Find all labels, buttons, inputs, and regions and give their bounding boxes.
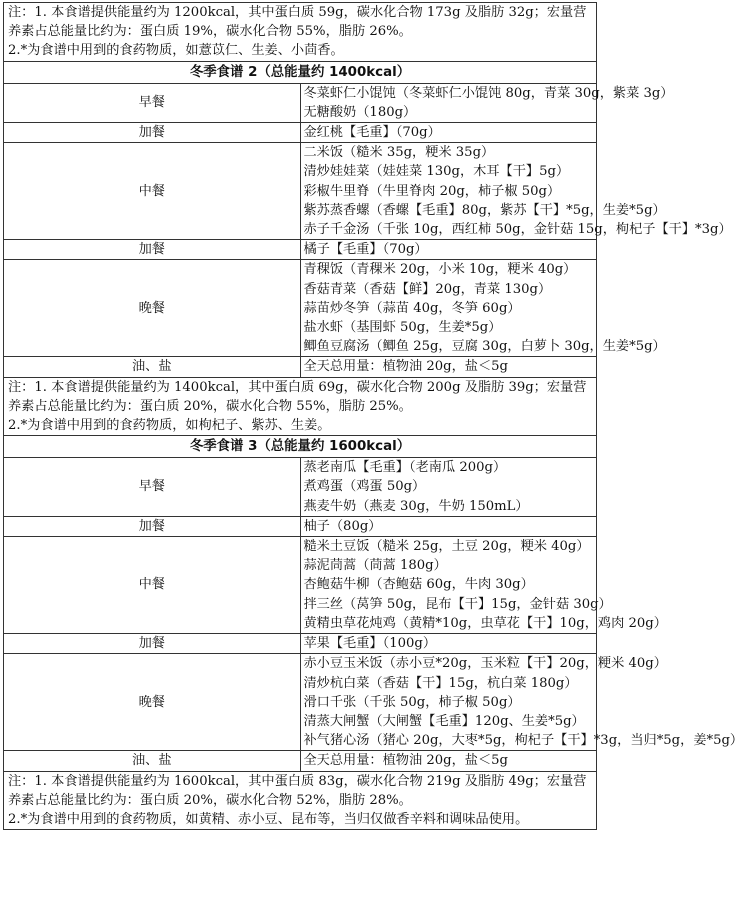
dish-line: 金红桃【毛重】（70g） <box>303 125 441 141</box>
meal-content <box>300 458 597 517</box>
meal-content <box>300 634 597 654</box>
meal-row <box>4 634 597 654</box>
dish-line: 煮鸡蛋（鸡蛋 50g） <box>303 479 426 495</box>
dish-line: 柚子（80g） <box>303 518 382 534</box>
note-line: 2.*为食谱中用到的食药物质，如枸杞子、紫苏、生姜。 <box>8 418 331 434</box>
meal-row <box>4 240 597 260</box>
menu3-notes <box>4 771 597 830</box>
dish-line: 黄精虫草花炖鸡（黄精*10g，虫草花【干】10g，鸡肉 20g） <box>303 615 667 631</box>
dish-line: 鲫鱼豆腐汤（鲫鱼 25g，豆腐 30g，白萝卜 30g，生姜*5g） <box>303 339 666 355</box>
dish-line: 无糖酸奶（180g） <box>303 104 417 120</box>
meal-name: 加餐 <box>4 516 301 536</box>
dish-line: 香菇青菜（香菇【鲜】20g，青菜 130g） <box>303 281 552 297</box>
meal-row <box>4 751 597 771</box>
meal-name: 油、盐 <box>4 751 301 771</box>
note-line: 注：1. 本食谱提供能量约为 1400kcal，其中蛋白质 69g，碳水化合物 200g 及脂肪 39g；宏量营养素占总能量比约为：蛋白质 20%，碳水化合物 55%，脂肪 25%。 <box>8 379 587 414</box>
meal-row <box>4 143 597 240</box>
meal-row <box>4 516 597 536</box>
menu2-title: 冬季食谱 2（总能量约 1400kcal） <box>4 61 597 83</box>
note-line: 注：1. 本食谱提供能量约为 1600kcal，其中蛋白质 83g，碳水化合物 219g 及脂肪 49g；宏量营养素占总能量比约为：蛋白质 20%，碳水化合物 52%，脂肪 28%。 <box>8 773 587 808</box>
dish-line: 蒜苗炒冬笋（蒜苗 40g，冬笋 60g） <box>303 300 521 316</box>
meal-content <box>300 143 732 240</box>
meal-content <box>300 654 743 751</box>
dish-line: 蒜泥茼蒿（茼蒿 180g） <box>303 558 447 574</box>
dish-line: 橘子【毛重】（70g） <box>303 242 428 258</box>
meal-row <box>4 123 597 143</box>
dish-line: 燕麦牛奶（燕麦 30g，牛奶 150mL） <box>303 498 529 514</box>
dish-line: 清炒娃娃菜（娃娃菜 130g，木耳【干】5g） <box>303 164 570 180</box>
meal-name: 加餐 <box>4 634 301 654</box>
meal-name: 中餐 <box>4 143 301 240</box>
note-line: 注：1. 本食谱提供能量约为 1200kcal，其中蛋白质 59g，碳水化合物 173g 及脂肪 32g；宏量营养素占总能量比约为：蛋白质 19%，碳水化合物 55%，脂肪 26%。 <box>8 5 587 40</box>
recipe-document <box>3 2 743 830</box>
menu3-title-row <box>4 436 597 458</box>
meal-row <box>4 357 597 377</box>
meal-name: 中餐 <box>4 537 301 634</box>
meal-content <box>300 83 674 122</box>
menu2-notes <box>4 377 597 436</box>
meal-content <box>300 123 597 143</box>
dish-line: 杏鲍菇牛柳（杏鲍菇 60g，牛肉 30g） <box>303 577 534 593</box>
meal-row <box>4 260 597 357</box>
meal-name: 加餐 <box>4 123 301 143</box>
dish-line: 二米饭（糙米 35g，粳米 35g） <box>303 145 495 161</box>
dish-line: 拌三丝（莴笋 50g，昆布【干】15g，金针菇 30g） <box>303 596 612 612</box>
note-line: 2.*为食谱中用到的食药物质，如薏苡仁、生姜、小茴香。 <box>8 43 344 59</box>
menu1-notes <box>4 3 597 62</box>
dish-line: 全天总用量：植物油 20g，盐＜5g <box>303 753 508 769</box>
dish-line: 蒸老南瓜【毛重】（老南瓜 200g） <box>303 460 507 476</box>
dish-line: 滑口千张（千张 50g，柿子椒 50g） <box>303 694 521 710</box>
meal-content <box>300 751 597 771</box>
meal-content <box>300 516 597 536</box>
dish-line: 紫苏蒸香螺（香螺【毛重】80g，紫苏【干】*5g，生姜*5g） <box>303 202 666 218</box>
meal-row <box>4 654 597 751</box>
meal-row <box>4 537 597 634</box>
meal-name: 晚餐 <box>4 654 301 751</box>
menu2-notes-row <box>4 377 597 436</box>
meal-name: 早餐 <box>4 83 301 122</box>
meal-content <box>300 240 597 260</box>
dish-line: 赤子千金汤（千张 10g，西红柿 50g，金针菇 15g，枸杞子【干】*3g） <box>303 222 732 238</box>
meal-row <box>4 458 597 517</box>
menu3-notes-row <box>4 771 597 830</box>
dish-line: 全天总用量：植物油 20g，盐＜5g <box>303 359 508 375</box>
meal-name: 早餐 <box>4 458 301 517</box>
meal-content <box>300 357 597 377</box>
meal-name: 加餐 <box>4 240 301 260</box>
menu3-title: 冬季食谱 3（总能量约 1600kcal） <box>4 436 597 458</box>
dish-line: 清炒杭白菜（香菇【干】15g，杭白菜 180g） <box>303 675 578 691</box>
meal-name: 晚餐 <box>4 260 301 357</box>
recipe-table <box>3 2 743 830</box>
meal-content <box>300 537 667 634</box>
meal-content <box>300 260 666 357</box>
menu2-title-row <box>4 61 597 83</box>
dish-line: 盐水虾（基围虾 50g，生姜*5g） <box>303 320 502 336</box>
meal-name: 油、盐 <box>4 357 301 377</box>
dish-line: 青稞饭（青稞米 20g，小米 10g，粳米 40g） <box>303 262 577 278</box>
dish-line: 彩椒牛里脊（牛里脊肉 20g，柿子椒 50g） <box>303 183 561 199</box>
dish-line: 苹果【毛重】（100g） <box>303 636 437 652</box>
dish-line: 糙米土豆饭（糙米 25g，土豆 20g，粳米 40g） <box>303 539 590 555</box>
note-line: 2.*为食谱中用到的食药物质，如黄精、赤小豆、昆布等，当归仅做香辛料和调味品使用。 <box>8 811 529 827</box>
dish-line: 补气猪心汤（猪心 20g，大枣*5g，枸杞子【干】*3g，当归*5g，姜*5g） <box>303 733 743 749</box>
dish-line: 清蒸大闸蟹（大闸蟹【毛重】120g、生姜*5g） <box>303 713 585 729</box>
dish-line: 冬菜虾仁小馄饨（冬菜虾仁小馄饨 80g，青菜 30g，紫菜 3g） <box>303 85 674 101</box>
menu1-notes-row <box>4 3 597 62</box>
meal-row <box>4 83 597 122</box>
dish-line: 赤小豆玉米饭（赤小豆*20g，玉米粒【干】20g，粳米 40g） <box>303 656 667 672</box>
